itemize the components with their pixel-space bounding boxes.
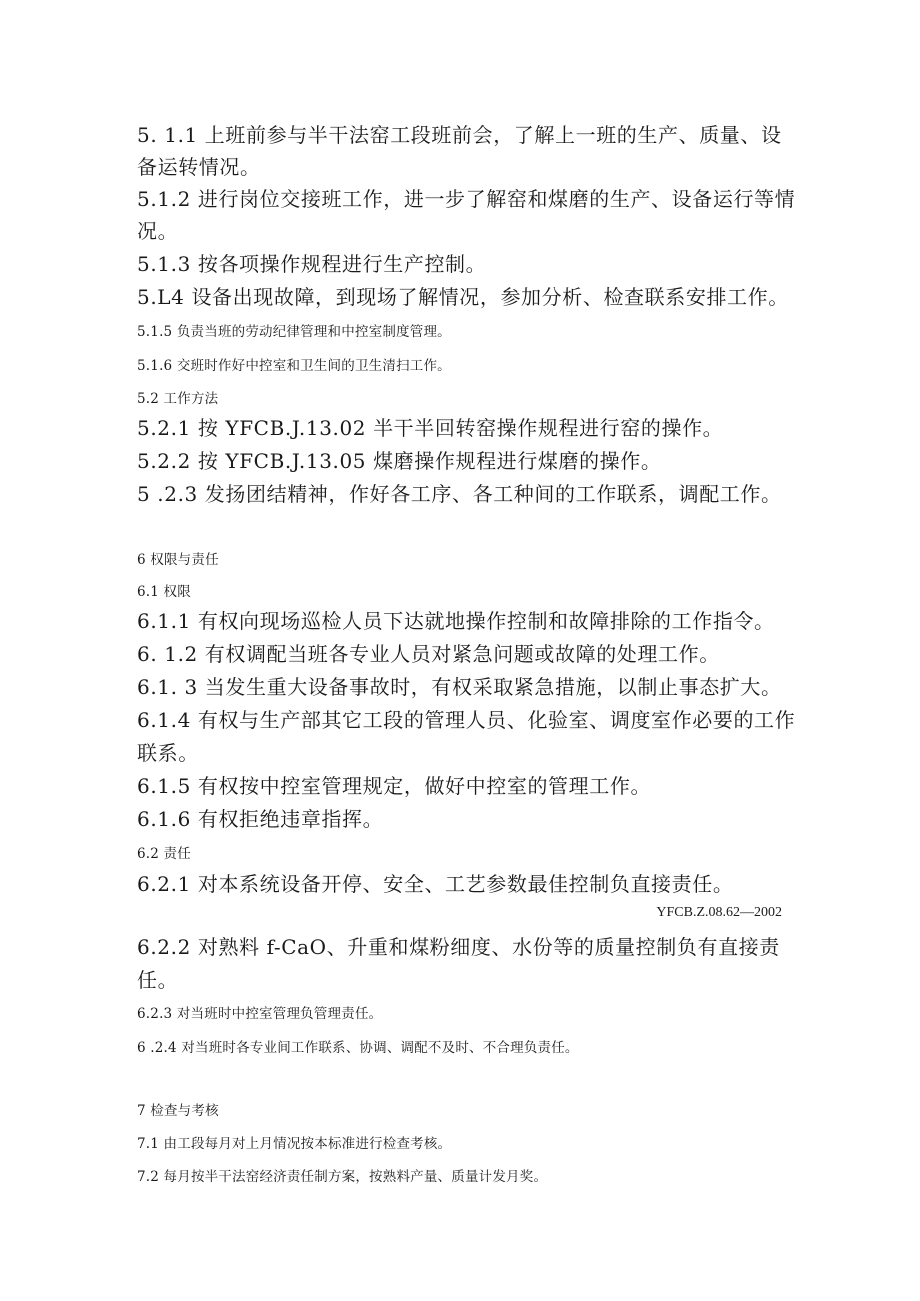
clause-6-1-5: 6.1.5 有权按中控室管理规定，做好中控室的管理工作。 (137, 774, 652, 798)
clause-7-1: 7.1 由工段每月对上月情况按本标准进行检查考核。 (137, 1136, 452, 1152)
section-5-2-heading: 5.2 工作方法 (137, 391, 219, 407)
clause-6-1-3: 6.1. 3 当发生重大设备事故时，有权采取紧急措施，以制止事态扩大。 (137, 675, 782, 699)
clause-5-2-1: 5.2.1 按 YFCB.J.13.02 半干半回转窑操作规程进行窑的操作。 (137, 416, 724, 440)
clause-6-1-4-cont: 联系。 (137, 741, 199, 765)
clause-5-1-2-cont: 况。 (137, 219, 179, 243)
clause-6-1-1: 6.1.1 有权向现场巡检人员下达就地操作控制和故障排除的工作指令。 (137, 609, 775, 633)
clause-5-1-1-cont: 备运转情况。 (137, 155, 261, 179)
clause-5-1-1: 5. 1.1 上班前参与半干法窑工段班前会，了解上一班的生产、质量、设 (137, 123, 782, 147)
clause-5-1-3: 5.1.3 按各项操作规程进行生产控制。 (137, 252, 487, 276)
clause-6-1-4: 6.1.4 有权与生产部其它工段的管理人员、化验室、调度室作必要的工作 (137, 708, 796, 732)
document-code: YFCB.Z.08.62—2002 (656, 905, 782, 920)
clause-6-2-2: 6.2.2 对熟料 f-CaO、升重和煤粉细度、水份等的质量控制负有直接责 (137, 935, 780, 959)
clause-6-2-4: 6 .2.4 对当班时各专业间工作联系、协调、调配不及时、不合理负责任。 (137, 1040, 579, 1056)
section-6-1-heading: 6.1 权限 (137, 584, 191, 600)
clause-5-1-6: 5.1.6 交班时作好中控室和卫生间的卫生清扫工作。 (137, 358, 451, 374)
clause-5-2-3: 5 .2.3 发扬团结精神，作好各工序、各工种间的工作联系，调配工作。 (137, 482, 782, 506)
clause-5-1-4: 5.L4 设备出现故障，到现场了解情况，参加分析、检查联系安排工作。 (137, 285, 789, 309)
clause-7-2: 7.2 每月按半干法窑经济责任制方案，按熟料产量、质量计发月奖。 (137, 1169, 548, 1185)
section-6-2-heading: 6.2 责任 (137, 846, 191, 862)
clause-6-1-6: 6.1.6 有权拒绝违章指挥。 (137, 807, 384, 831)
clause-6-1-2: 6. 1.2 有权调配当班各专业人员对紧急问题或故障的处理工作。 (137, 642, 720, 666)
clause-6-2-3: 6.2.3 对当班时中控室管理负管理责任。 (137, 1006, 383, 1022)
clause-6-2-1: 6.2.1 对本系统设备开停、安全、工艺参数最佳控制负直接责任。 (137, 872, 734, 896)
clause-6-2-2-cont: 任。 (137, 968, 179, 992)
section-6-heading: 6 权限与责任 (137, 552, 219, 568)
clause-5-1-5: 5.1.5 负责当班的劳动纪律管理和中控室制度管理。 (137, 324, 451, 340)
clause-5-1-2: 5.1.2 进行岗位交接班工作，进一步了解窑和煤磨的生产、设备运行等情 (137, 187, 796, 211)
section-7-heading: 7 检查与考核 (137, 1103, 219, 1119)
clause-5-2-2: 5.2.2 按 YFCB.J.13.05 煤磨操作规程进行煤磨的操作。 (137, 449, 662, 473)
